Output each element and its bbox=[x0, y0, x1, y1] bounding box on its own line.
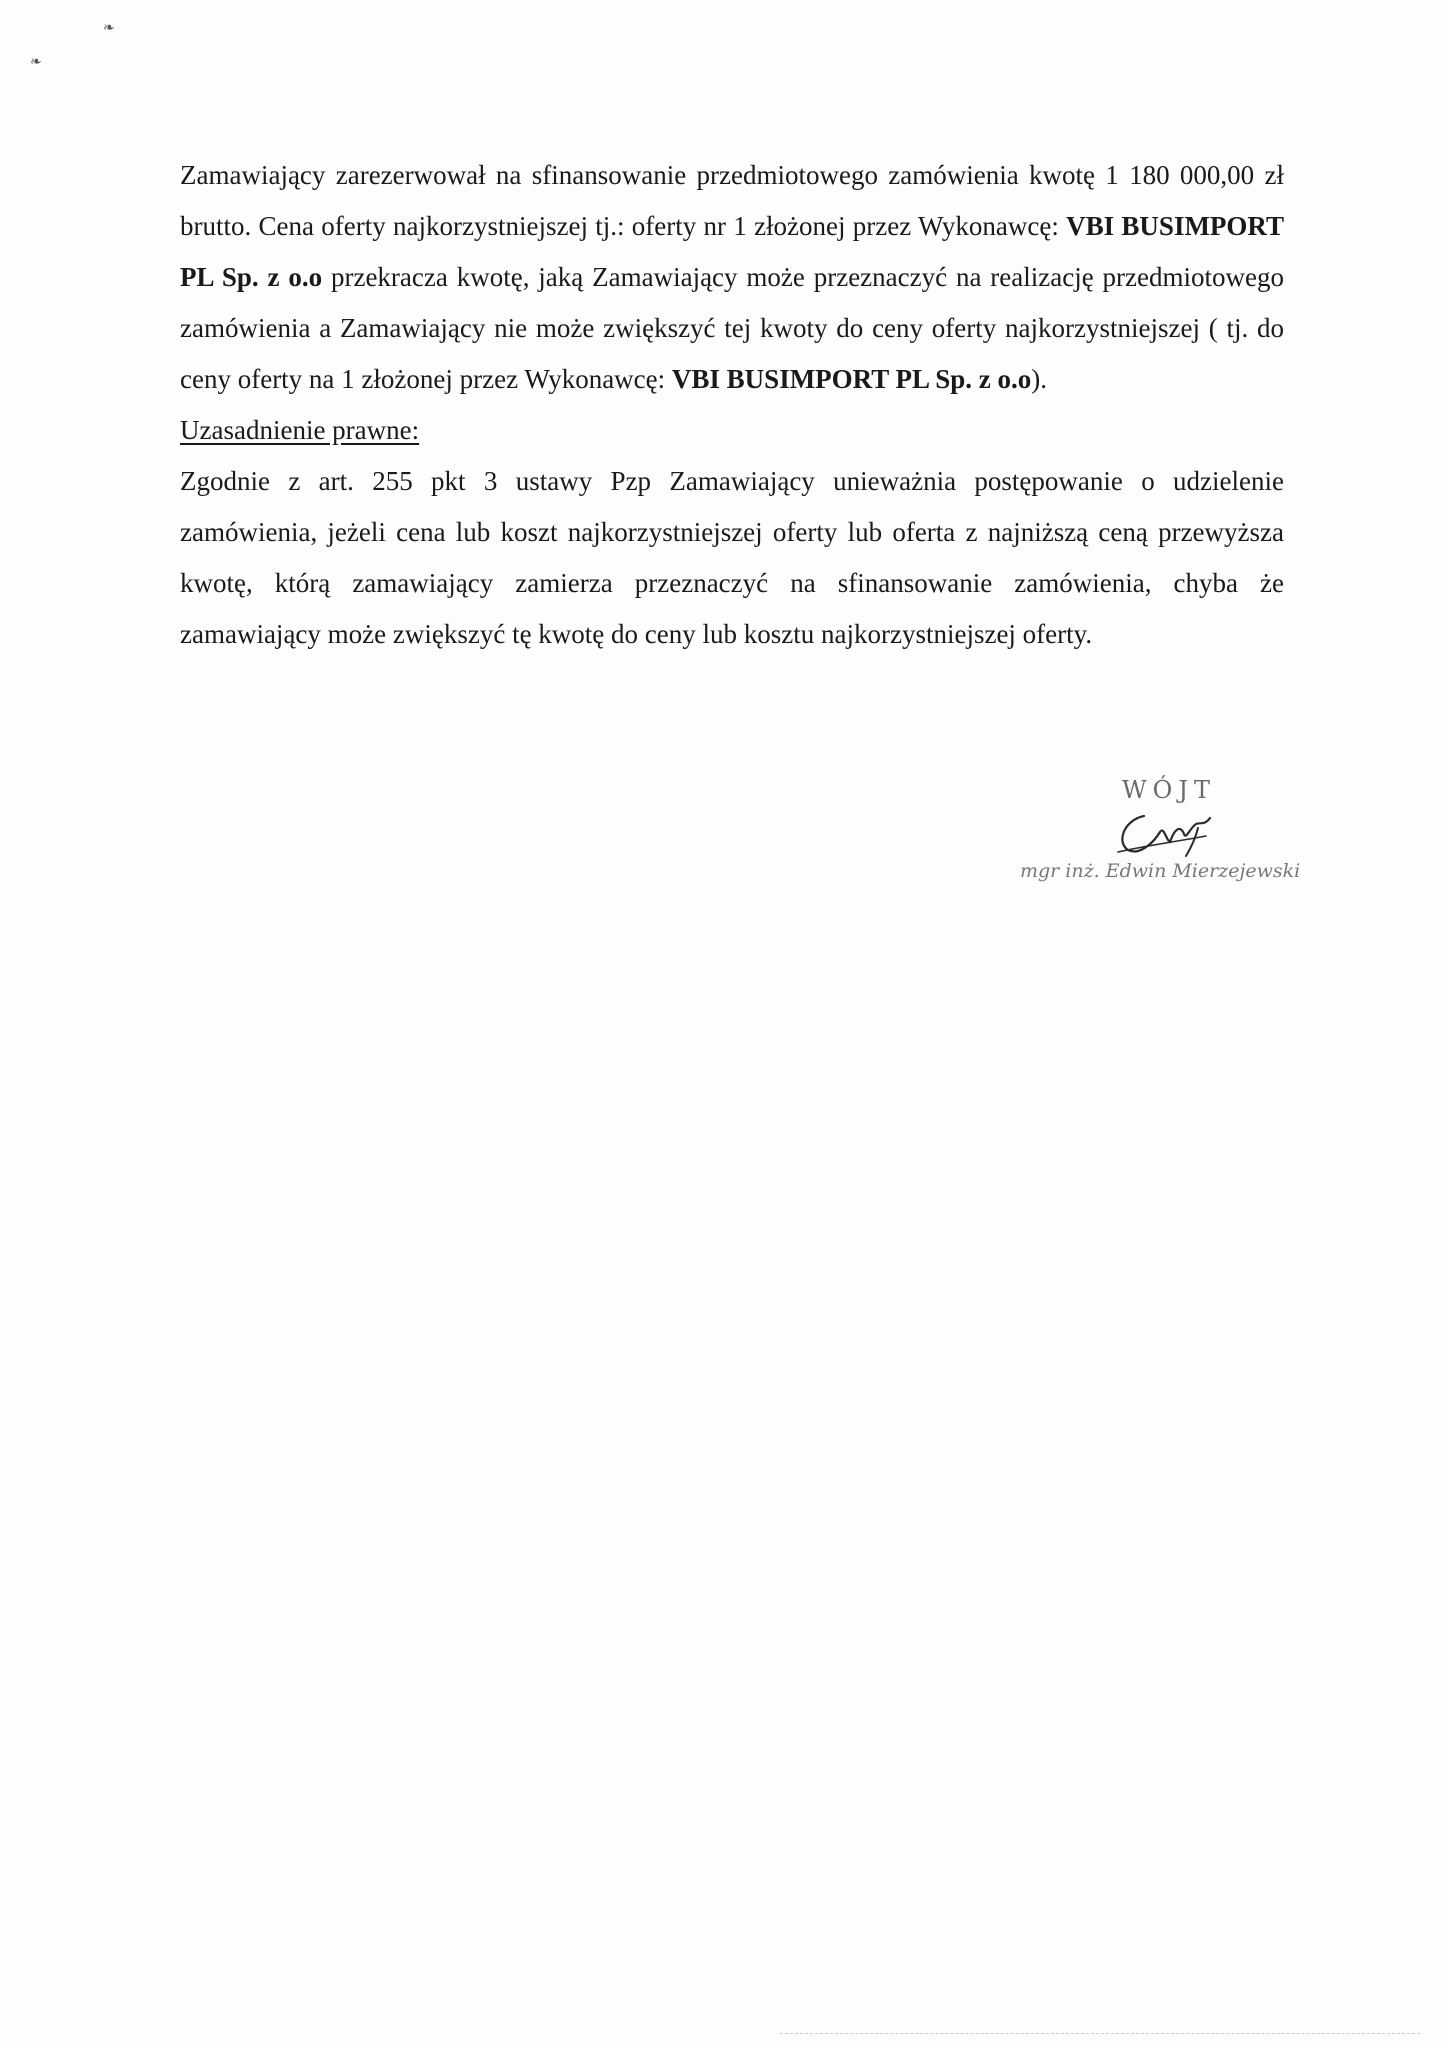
scan-edge-line bbox=[780, 2033, 1420, 2034]
stamp-name: mgr inż. Edwin Mierzejewski bbox=[1020, 860, 1301, 882]
paragraph-legal-basis: Zgodnie z art. 255 pkt 3 ustawy Pzp Zamawiający unieważnia postępowanie o udzielenie zamówienia, jeżeli cena lub koszt najkorzystniejszej oferty lub oferta z najniższą ceną przewyższa kwotę, którą zamawiający zamierza przeznaczyć na sfinansowanie zamówienia, chyba że zamawiający może zwiększyć tę kwotę do ceny lub kosztu najkorzystniejszej oferty. bbox=[180, 466, 1284, 649]
document-body bbox=[180, 150, 1284, 660]
scan-speck-mark: ❧ bbox=[103, 21, 115, 36]
paragraph-text: ). bbox=[1031, 364, 1048, 394]
official-stamp bbox=[1010, 776, 1340, 896]
paragraph-text: przekracza kwotę, jaką Zamawiający może przeznaczyć na realizację przedmiotowego zamówienia a Zamawiający nie może zwiększyć tej kwoty do ceny oferty najkorzystniejszej ( tj. do ceny oferty na 1 złożonej przez Wykonawcę: bbox=[180, 262, 1285, 394]
contractor-name: VBI BUSIMPORT PL Sp. z o.o bbox=[180, 211, 1284, 292]
stamp-title: WÓJT bbox=[1122, 776, 1216, 804]
contractor-name: VBI BUSIMPORT PL Sp. z o.o bbox=[671, 364, 1032, 394]
paragraph-budget-exceeded bbox=[180, 150, 1284, 405]
scan-speck-mark: ❧ bbox=[30, 55, 42, 70]
paragraph-text: Zamawiający zarezerwował na sfinansowanie przedmiotowego zamówienia kwotę 1 180 000,00 zł brutto. Cena oferty najkorzystniejszej tj.: oferty nr 1 złożonej przez Wykonawcę: bbox=[180, 160, 1284, 241]
legal-basis-heading: Uzasadnienie prawne: bbox=[180, 415, 420, 445]
handwritten-signature bbox=[1114, 806, 1224, 858]
